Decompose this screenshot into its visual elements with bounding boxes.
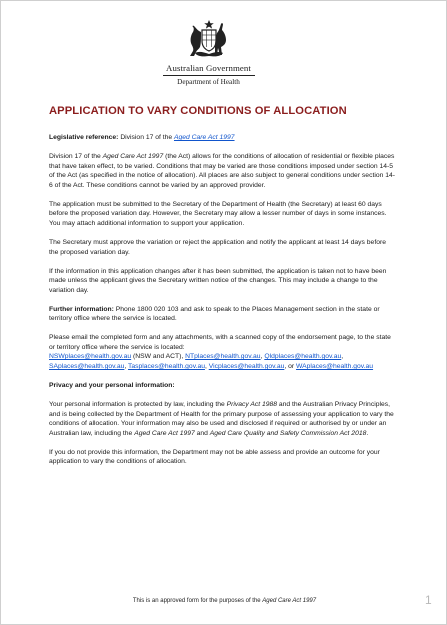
legislative-text: Division 17 of the	[120, 134, 173, 141]
intro-paragraph: Division 17 of the Aged Care Act 1997 (the Act) allows for the conditions of allocation of residential or flexible places that have taken effect, to be varied. Conditions that may be varied are those conditions imposed under section 14-5 of the Act (as specified in the notice of allocation). All places are also subject to general conditions under section 14-6 of the Act. These conditions cannot be varied by an approved provider.	[49, 152, 395, 189]
email-link-nt[interactable]: NTplaces@health.gov.au	[185, 353, 261, 361]
government-name: Australian Government	[166, 63, 251, 73]
privacy-heading: Privacy and your personal information:	[49, 382, 175, 390]
further-text: Phone 1800 020 103 and ask to speak to the Places Management section in the state or territory office where the service is located.	[49, 305, 380, 323]
privacy-paragraph: Your personal information is protected by law, including the Privacy Act 1988 and the Australian Privacy Principles, and is being collected by the Department of Health for the primary purpose of assessing your application to vary the conditions of allocation. Your information may also be used and disclosed if required or authorised by or under an Australian law, including the Aged Care Act 1997 and Aged Care Quality and Safety Commission Act 2018.	[49, 401, 394, 437]
further-label: Further information:	[49, 305, 114, 313]
coat-of-arms-icon	[181, 19, 237, 61]
email-link-vic[interactable]: Vicplaces@health.gov.au	[208, 363, 285, 371]
government-header	[141, 19, 276, 86]
email-link-nsw[interactable]: NSWplaces@health.gov.au	[49, 353, 132, 361]
header-divider	[163, 75, 255, 76]
changes-paragraph: If the information in this application changes after it has been submitted, the application is taken not to have been made unless the applicant gives the Secretary written notice of the changes. This may include a change to the variation day.	[49, 267, 387, 294]
document-body	[49, 133, 397, 476]
email-link-tas[interactable]: Tasplaces@health.gov.au	[128, 363, 205, 371]
legislative-label: Legislative reference:	[49, 134, 119, 141]
email-paragraph: Please email the completed form and any attachments, with a scanned copy of the endorsement page, to the state or territory office where the service is located: NSWplaces@health.gov.au (NSW and ACT), NTplaces@health.gov.au, Qldplaces@health.gov.au, SAplaces@health.gov.au, Tasplaces@health.gov.au, Vicplaces@health.gov.au, or WAplaces@health.gov.au	[49, 334, 391, 371]
email-link-wa[interactable]: WAplaces@health.gov.au	[296, 363, 374, 371]
legislative-reference	[49, 133, 397, 143]
outcome-paragraph: If you do not provide this information, the Department may not be able assess and provide an outcome for your application to vary the conditions of allocation.	[49, 448, 380, 466]
submission-paragraph: The application must be submitted to the Secretary of the Department of Health (the Secretary) at least 60 days before the proposed variation day. However, the Secretary may allow a lesser number of days in some instances. You may attach additional information to support your application.	[49, 200, 387, 227]
approval-paragraph: The Secretary must approve the variation or reject the application and notify the applicant at least 14 days before the proposed variation day.	[49, 238, 386, 256]
page-footer: This is an approved form for the purposes of the Aged Care Act 1997	[132, 598, 317, 604]
email-link-qld[interactable]: Qldplaces@health.gov.au	[264, 353, 342, 361]
further-information	[49, 305, 397, 324]
aged-care-act-link[interactable]: Aged Care Act 1997	[173, 134, 235, 141]
email-link-sa[interactable]: SAplaces@health.gov.au	[49, 363, 125, 371]
page-title: APPLICATION TO VARY CONDITIONS OF ALLOCATION	[49, 105, 347, 117]
page-number: 1	[425, 593, 432, 607]
department-name: Department of Health	[177, 78, 240, 86]
